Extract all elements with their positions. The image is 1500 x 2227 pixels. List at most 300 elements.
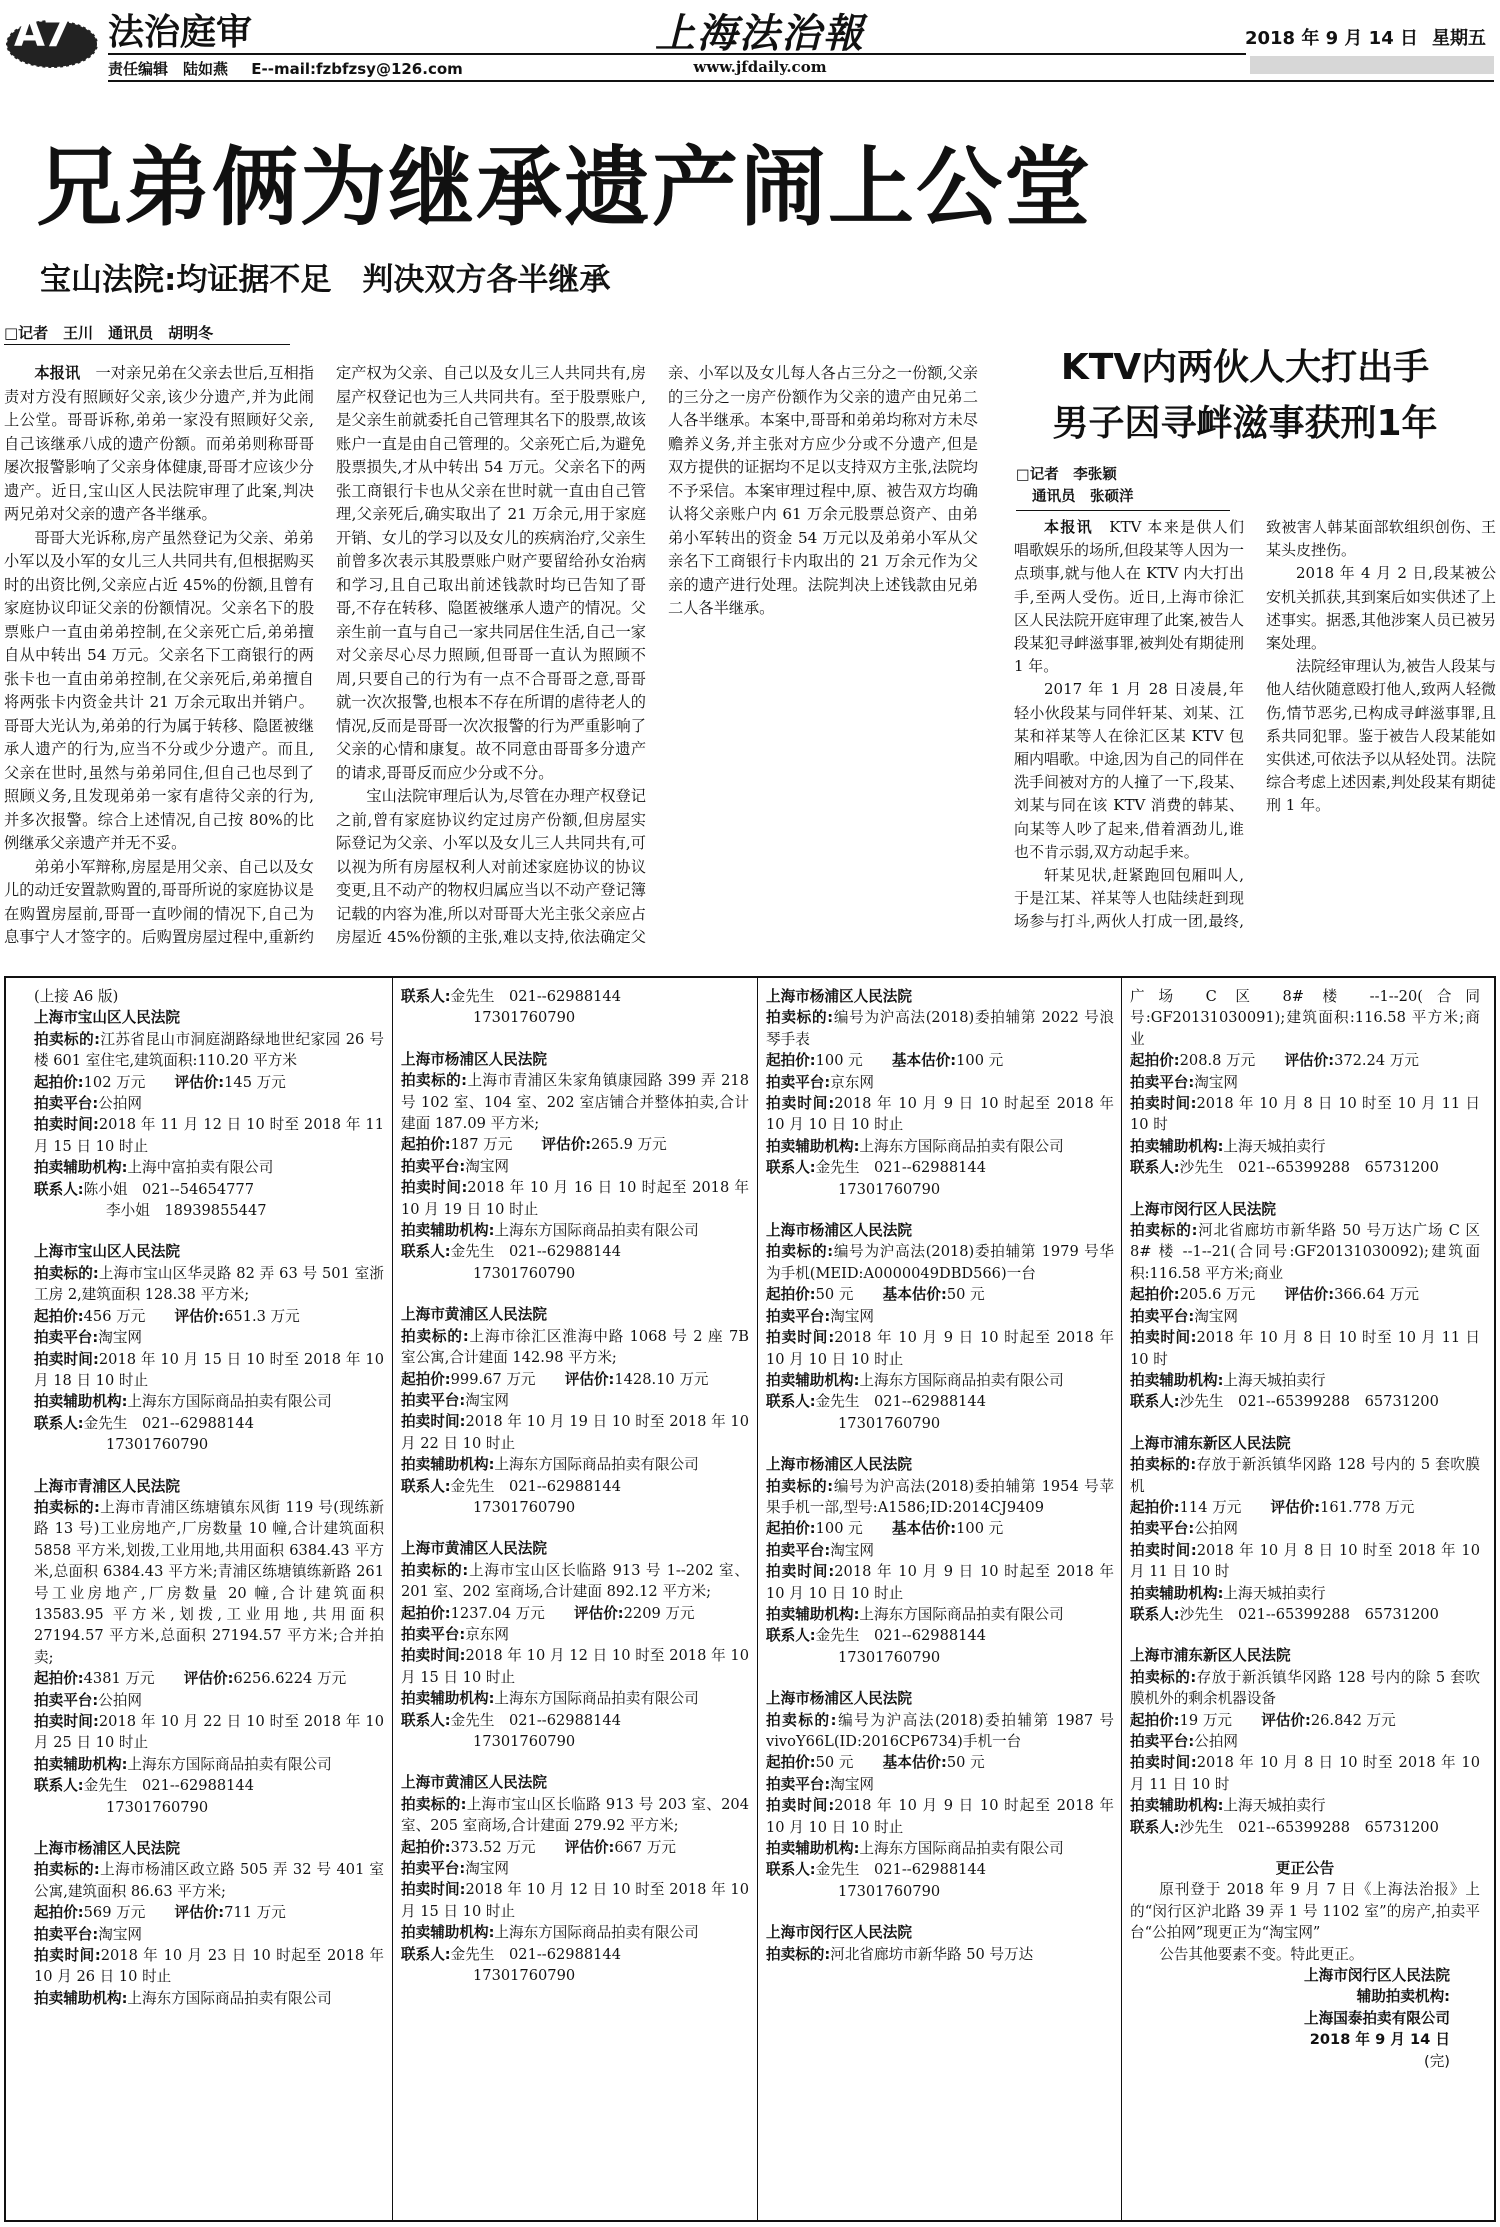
auction-notice (766, 1220, 1114, 1434)
field-label: 起拍价: (1130, 1498, 1180, 1516)
field-label: 拍卖标的: (766, 1711, 837, 1729)
field-value: 4381 万元 (83, 1670, 155, 1688)
notice-field (401, 986, 749, 1007)
correction-court: 上海市闵行区人民法院 (1304, 1967, 1450, 1985)
header-rule-bottom (108, 80, 1494, 82)
notice-field (34, 1306, 384, 1327)
notice-field (1130, 1136, 1480, 1157)
field-value: 上海天城拍卖行 (1223, 1584, 1326, 1602)
field-label: 起拍价: (401, 1136, 451, 1154)
notice-field (766, 1625, 1114, 1646)
field-label: 起拍价: (766, 1520, 816, 1538)
notice-field (1130, 1540, 1480, 1583)
field-label: 起拍价: (766, 1754, 816, 1772)
field-value: 沙先生 021--65399288 65731200 (1179, 1605, 1439, 1623)
section-title: 法治庭审 (108, 12, 253, 53)
field-label: 拍卖平台: (401, 1157, 466, 1175)
field-label: 评估价: (564, 1370, 615, 1388)
notice-column-3 (766, 986, 1114, 2214)
notice-field (34, 1902, 384, 1923)
column-divider (757, 978, 758, 2220)
field-value: 2018 年 10 月 22 日 10 时至 2018 年 10 月 25 日 10 时止 (34, 1713, 384, 1752)
field-label: 拍卖平台: (766, 1541, 831, 1559)
field-value: 2018 年 10 月 8 日 10 时至 10 月 11 日 10 时 (1130, 1095, 1480, 1134)
field-label: 拍卖时间: (34, 1947, 101, 1965)
field-value: 编号为沪高法(2018)委拍辅第 1954 号苹果手机一部,型号:A1586;ID:2014CJ9409 (766, 1477, 1114, 1516)
field-value: 2018 年 10 月 16 日 10 时起至 2018 年 10 月 19 日 10 时止 (401, 1179, 749, 1218)
notice-field (1130, 1817, 1480, 1838)
notice-field (1130, 1752, 1480, 1795)
field-value: 上海市宝山区华灵路 82 弄 63 号 501 室浙工房 2,建筑面积 128.38 平方米; (34, 1264, 384, 1304)
field-value: 上海市杨浦区政立路 505 弄 32 号 401 室公寓,建筑面积 86.63 平方米; (34, 1861, 384, 1900)
field-value: 上海东方国际商品拍卖有限公司 (127, 1755, 332, 1773)
continued-from: (上接 A6 版) (34, 988, 119, 1005)
notice-field (401, 1476, 749, 1497)
field-label: 联系人: (34, 1180, 84, 1198)
field-value: 公拍网 (1194, 1520, 1239, 1538)
notice-field (1130, 1284, 1480, 1305)
contact-phone: 17301760790 (838, 1648, 941, 1666)
field-label: 拍卖标的: (34, 1861, 100, 1879)
field-value: 2018 年 10 月 8 日 10 时至 2018 年 10 月 11 日 10 时 (1130, 1541, 1480, 1581)
field-label: 拍卖平台: (1130, 1073, 1195, 1091)
field-value: 1428.10 万元 (614, 1370, 709, 1388)
main-story-paragraph (4, 527, 314, 856)
notice-field (766, 1306, 1114, 1327)
contact-phone: 17301760790 (473, 1264, 576, 1282)
notice-field (401, 1603, 749, 1624)
notice-field (766, 1795, 1114, 1838)
field-label: 基本估价: (882, 1754, 947, 1772)
auction-notice (766, 986, 1114, 1200)
contact-phone: 17301760790 (473, 1498, 576, 1516)
notice-field (1130, 1518, 1480, 1539)
notice-field (766, 1391, 1114, 1412)
field-label: 拍卖辅助机构: (1130, 1584, 1224, 1602)
auction-notice (766, 1922, 1114, 1965)
field-value: 淘宝网 (98, 1925, 143, 1943)
paragraph-text: 弟弟小军辩称,房屋是用父亲、自己以及女儿的动迁安置款购置的,哥哥所说的家庭协议是在购置房屋前,哥哥一直吵闹的情况下,自己为息事宁人才签字的。后购置房屋过程中,重新约定产权为父亲、自己以及女儿三人共同共有,房屋产权登记也为三人共同共有。至于股票账户,是父亲生前就委托自己管理其名下的股票,故该账户一直是由自己管理的。父亲死亡后,为避免股票损失,才从中转出 54 万元。父亲名下的两张工商银行卡也从父亲在世时就一直由自己管理,父亲死后,确实取出了 21 万余元,用于家庭开销、女儿的学习以及女儿的疾病治疗,父亲生前曾多次表示其股票账户财产要留给孙女治病和学习,且自己取出前述钱款时均已告知了哥哥,不存在转移、隐匿被继承人遗产的情况。父亲生前一直与自己一家共同居住生活,自己一家对父亲尽心尽力照顾,但哥哥一直认为照顾不周,只要自己的行为有一点不合哥哥之意,哥哥就一次次报警,也根本不存在所谓的虐待老人的情况,反而是哥哥一次次报警的行为严重影响了父亲的心情和康复。故不同意由哥哥多分遗产的请求,哥哥反而应少分或不分。 (4, 364, 646, 946)
field-label: 拍卖标的: (401, 1795, 467, 1813)
field-value: 金先生 021--62988144 (83, 1777, 254, 1795)
field-label: 拍卖辅助机构: (34, 1755, 128, 1773)
field-value: 上海东方国际商品拍卖有限公司 (494, 1222, 699, 1240)
court-name: 上海市青浦区人民法院 (34, 1477, 180, 1495)
notice-field (766, 1540, 1114, 1561)
field-label: 起拍价: (1130, 1286, 1180, 1304)
field-label: 联系人: (401, 988, 451, 1005)
byline-rule (4, 344, 290, 345)
field-label: 拍卖时间: (1130, 1095, 1197, 1113)
correction-title: 更正公告 (1275, 1860, 1335, 1878)
notice-column-1 (34, 986, 384, 2214)
main-story-paragraph (4, 362, 314, 527)
notice-field (34, 1711, 384, 1754)
field-value: 上海东方国际商品拍卖有限公司 (494, 1690, 699, 1708)
issue-date-text: 2018 年 9 月 14 日 (1244, 28, 1418, 49)
field-value: 上海东方国际商品拍卖有限公司 (494, 1924, 699, 1942)
correction-agency-label: 辅助拍卖机构: (1356, 1988, 1450, 2006)
field-label: 拍卖时间: (1130, 1754, 1197, 1772)
field-label: 拍卖时间: (766, 1329, 835, 1347)
field-label: 联系人: (401, 1243, 451, 1261)
field-label: 拍卖辅助机构: (34, 1989, 128, 2007)
field-label: 拍卖平台: (766, 1775, 831, 1793)
issue-weekday: 星期五 (1432, 28, 1486, 49)
contact-phone: 17301760790 (473, 1009, 576, 1027)
field-label: 联系人: (34, 1777, 84, 1795)
field-label: 拍卖时间: (1130, 1541, 1197, 1559)
ktv-byline-correspondent: 通讯员 张硕洋 (1032, 489, 1134, 505)
field-value: 265.9 万元 (591, 1136, 667, 1154)
page-number: A7 (14, 10, 69, 56)
editor-name: 责任编辑 陆如燕 (108, 60, 229, 78)
field-label: 评估价: (1270, 1498, 1321, 1516)
notice-field (1130, 1072, 1480, 1093)
paragraph-text: 2017 年 1 月 28 日凌晨,年轻小伙段某与同伴轩某、刘某、江某和祥某等人在徐汇区某 KTV 包厢内唱歌。中途,因为自己的同伴在洗手间被对方的人撞了一下,段某、刘某与同在该 KTV 消费的韩某、向某等人吵了起来,借着酒劲儿,谁也不肯示弱,双方动起手来。 (1014, 680, 1244, 861)
field-label: 拍卖时间: (401, 1179, 468, 1197)
field-value: 372.24 万元 (1334, 1052, 1419, 1070)
field-value: 金先生 021--62988144 (450, 988, 621, 1005)
field-label: 拍卖标的: (766, 1945, 831, 1963)
ktv-paragraph (1266, 655, 1496, 817)
field-label: 拍卖标的: (1130, 1222, 1198, 1240)
auction-notice (766, 1688, 1114, 1902)
field-label: 拍卖辅助机构: (401, 1222, 495, 1240)
notice-field (1130, 1370, 1480, 1391)
correction-end: (完) (1424, 2052, 1450, 2070)
field-label: 拍卖标的: (34, 1498, 100, 1516)
field-label: 拍卖辅助机构: (1130, 1137, 1224, 1155)
field-label: 拍卖平台: (1130, 1733, 1195, 1750)
field-value: 上海东方国际商品拍卖有限公司 (859, 1605, 1064, 1623)
notice-field (401, 1688, 749, 1709)
paragraph-text: 宝山法院审理后认为,尽管在办理产权登记之前,曾有家庭协议约定过房产份额,但房屋实际登记为父亲、小军以及女儿三人共同共有,可以视为所有房屋权利人对前述家庭协议的协议变更,且不动产的物权归属应当以不动产登记簿记载的内容为准,所以对哥哥大光主张父亲应占房屋近 45%份额的主张,难以支持,依法确定父亲、小军以及女儿每人各占三分之一份额,父亲的三分之一房产份额作为父亲的遗产由兄弟二人各半继承。本案中,哥哥和弟弟均称对方未尽赡养义务,并主张对方应少分或不分遗产,但是双方提供的证据均不足以支持双方主张,法院均不予采信。本案审理过程中,原、被告双方均确认将父亲账户内 61 万余元股票总资产、由弟弟小军转出的资金 54 万元以及弟弟小军从父亲名下工商银行卡内取出的 21 万余元作为父亲的遗产进行处理。法院判决上述钱款由兄弟二人各半继承。 (336, 364, 978, 946)
field-label: 拍卖时间: (1130, 1329, 1197, 1347)
notice-field (1130, 1220, 1480, 1284)
field-label: 拍卖标的: (34, 1030, 100, 1048)
paragraph-text: 轩某见状,赶紧跑回包厢叫人,于是江某、祥某等人也陆续赶到现场参与打斗,两伙人打成一团,最终,致被害人韩某面部软组织创伤、王某头皮挫伤。 (1014, 518, 1496, 931)
contact-phone: 李小姐 18939855447 (106, 1202, 267, 1220)
notice-field (766, 1157, 1114, 1178)
field-value: 667 万元 (614, 1838, 677, 1856)
field-value: 2018 年 10 月 23 日 10 时起至 2018 年 10 月 26 日 10 时止 (34, 1947, 384, 1986)
notice-field (401, 1156, 749, 1177)
main-story-text (4, 362, 978, 954)
notice-field (34, 1775, 384, 1796)
contact-phone: 17301760790 (473, 1733, 576, 1750)
field-value: 上海市宝山区长临路 913 号 1--202 室、201 室、202 室商场,合计建面 892.12 平方米; (401, 1561, 749, 1601)
notice-field (34, 1072, 384, 1093)
field-label: 拍卖标的: (1130, 1668, 1197, 1686)
field-label: 联系人: (1130, 1393, 1180, 1411)
field-value: 2018 年 10 月 9 日 10 时起至 2018 年 10 月 10 日 10 时止 (766, 1095, 1114, 1134)
notice-field (1130, 1667, 1480, 1710)
field-value: 145 万元 (224, 1073, 286, 1091)
field-value: 陈小姐 021--54654777 (83, 1180, 254, 1198)
field-label: 拍卖标的: (401, 1561, 469, 1579)
court-name: 上海市宝山区人民法院 (34, 1243, 180, 1261)
field-value: 651.3 万元 (224, 1307, 300, 1325)
ktv-headline-line1: KTV内两伙人大打出手 (1060, 347, 1430, 388)
field-value: 淘宝网 (830, 1775, 875, 1793)
notice-field (401, 1837, 749, 1858)
field-label: 拍卖标的: (401, 1072, 467, 1090)
editor-info (108, 58, 481, 79)
notice-column-4 (1130, 986, 1480, 2214)
dateline: 本报讯 (34, 364, 81, 382)
field-value: 上海天城拍卖行 (1223, 1797, 1326, 1815)
field-value: 373.52 万元 (450, 1838, 536, 1856)
field-value: 50 元 (946, 1286, 985, 1304)
notice-field (766, 1518, 1114, 1539)
auction-notice (401, 986, 749, 1029)
notice-field (1130, 1093, 1480, 1136)
notice-field (766, 1859, 1114, 1880)
ktv-byline (1016, 464, 1134, 508)
notice-field (401, 1454, 749, 1475)
field-label: 基本估价: (891, 1520, 957, 1538)
auction-notices (4, 976, 1496, 2222)
field-label: 联系人: (401, 1477, 451, 1495)
field-value: 2018 年 10 月 12 日 10 时至 2018 年 10 月 15 日 10 时止 (401, 1881, 749, 1920)
field-label: 基本估价: (891, 1052, 957, 1070)
contact-phone: 17301760790 (106, 1798, 209, 1816)
field-label: 拍卖辅助机构: (1130, 1797, 1224, 1815)
notice-field (766, 1774, 1114, 1795)
court-name: 上海市杨浦区人民法院 (766, 988, 912, 1005)
issue-date (1231, 24, 1486, 50)
field-value: 存放于新浜镇华冈路 128 号内的除 5 套吹膜机外的剩余机器设备 (1130, 1668, 1480, 1708)
field-value: 2018 年 10 月 8 日 10 时至 2018 年 10 月 11 日 10 时 (1130, 1754, 1480, 1793)
field-label: 拍卖平台: (401, 1625, 466, 1643)
field-label: 起拍价: (1130, 1711, 1180, 1729)
field-label: 联系人: (766, 1861, 816, 1879)
field-value: 999.67 万元 (450, 1370, 536, 1388)
notice-field (34, 1029, 384, 1072)
field-value: 编号为沪高法(2018)委拍辅第 1987 号 vivoY66L(ID:2016CP6734)手机一台 (766, 1711, 1114, 1750)
notice-field (401, 1922, 749, 1943)
notice-field (34, 1945, 384, 1988)
field-label: 拍卖时间: (401, 1413, 466, 1431)
field-label: 起拍价: (401, 1838, 451, 1856)
court-name: 上海市浦东新区人民法院 (1130, 1647, 1291, 1665)
notice-field (766, 1370, 1114, 1391)
field-value: 187 万元 (450, 1136, 513, 1154)
field-label: 拍卖辅助机构: (401, 1924, 495, 1942)
field-label: 评估价: (174, 1307, 225, 1325)
field-value: 50 元 (815, 1754, 854, 1772)
notice-field (34, 1859, 384, 1902)
field-value: 金先生 021--62988144 (815, 1627, 986, 1645)
notice-field (34, 1114, 384, 1157)
field-label: 起拍价: (766, 1286, 816, 1304)
notice-field (1130, 1454, 1480, 1497)
notice-field (401, 1369, 749, 1390)
notice-field (766, 1327, 1114, 1370)
notice-field (34, 1093, 384, 1114)
field-value: 金先生 021--62988144 (83, 1414, 254, 1432)
field-value: 上海东方国际商品拍卖有限公司 (859, 1137, 1064, 1155)
notice-field (34, 1179, 384, 1200)
court-name: 上海市黄浦区人民法院 (401, 1306, 547, 1324)
field-label: 联系人: (401, 1711, 451, 1729)
field-value: 2018 年 10 月 19 日 10 时至 2018 年 10 月 22 日 10 时止 (401, 1413, 749, 1452)
notice-field (401, 1390, 749, 1411)
field-value: 公拍网 (98, 1691, 143, 1709)
court-name: 上海市杨浦区人民法院 (34, 1840, 180, 1858)
field-value: 上海市青浦区朱家角镇康园路 399 弄 218 号 102 室、104 室、202 室店铺合并整体拍卖,合计建面 187.09 平方米; (401, 1072, 749, 1133)
field-value: 208.8 万元 (1179, 1052, 1256, 1070)
notice-field (1130, 1327, 1480, 1370)
notice-field (1130, 1391, 1480, 1412)
field-label: 拍卖标的: (766, 1243, 834, 1261)
field-value: 淘宝网 (1194, 1073, 1239, 1091)
court-name: 上海市杨浦区人民法院 (401, 1050, 547, 1068)
field-label: 评估价: (574, 1604, 624, 1622)
notice-field (401, 1794, 749, 1837)
field-value: 淘宝网 (830, 1307, 875, 1325)
ktv-paragraph (1014, 516, 1244, 678)
notice-field (766, 1241, 1114, 1284)
notice-field (1130, 1497, 1480, 1518)
correction-date: 2018 年 9 月 14 日 (1309, 2031, 1450, 2049)
notice-field (34, 1988, 384, 2009)
field-label: 起拍价: (34, 1307, 84, 1325)
field-value: 上海中富拍卖有限公司 (127, 1159, 274, 1177)
field-label: 评估价: (564, 1838, 615, 1856)
field-value: 50 元 (946, 1754, 985, 1772)
court-name: 上海市黄浦区人民法院 (401, 1774, 547, 1792)
auction-notice (1130, 1645, 1480, 1838)
field-value: 河北省廊坊市新华路 50 号万达广场 C 区 8# 楼 --1--21(合同号:GF20131030092);建筑面积:116.58 平方米;商业 (1130, 1222, 1480, 1282)
main-subheadline: 宝山法院:均证据不足 判决双方各半继承 (40, 262, 611, 298)
field-value: 366.64 万元 (1334, 1286, 1419, 1304)
auction-notice (34, 1241, 384, 1455)
ktv-headline-line2: 男子因寻衅滋事获刑1年 (1052, 403, 1438, 444)
column-divider (1121, 978, 1122, 2220)
field-label: 拍卖时间: (766, 1563, 835, 1581)
notice-field (766, 1561, 1114, 1604)
court-name: 上海市杨浦区人民法院 (766, 1456, 912, 1474)
notice-field (401, 1326, 749, 1369)
field-label: 基本估价: (882, 1286, 947, 1304)
notice-field (766, 1050, 1114, 1071)
notice-field (766, 1604, 1114, 1625)
field-label: 拍卖时间: (34, 1116, 99, 1134)
field-value: 淘宝网 (830, 1541, 875, 1559)
notice-field (401, 1070, 749, 1134)
ktv-headline (1010, 340, 1480, 452)
paragraph-text: 法院经审理认为,被告人段某与他人结伙随意殴打他人,致两人轻微伤,情节恶劣,已构成寻衅滋事罪,且系共同犯罪。鉴于被告人段某能如实供述,可依法予以从轻处罚。法院综合考虑上述因素,判处段某有期徒刑 1 年。 (1266, 657, 1496, 815)
field-label: 拍卖辅助机构: (401, 1456, 495, 1474)
auction-notice (401, 1538, 749, 1752)
field-value: 金先生 021--62988144 (450, 1477, 621, 1495)
auction-notice (401, 1304, 749, 1518)
field-label: 联系人: (766, 1393, 816, 1411)
notice-column-2 (401, 986, 749, 2214)
field-label: 拍卖平台: (1130, 1520, 1195, 1538)
field-label: 联系人: (34, 1414, 84, 1432)
newspaper-logo: 上海法治報 (655, 10, 865, 57)
field-label: 联系人: (1130, 1818, 1180, 1836)
ktv-byline-reporter: □记者 李张颖 (1016, 467, 1117, 483)
notice-field (34, 1754, 384, 1775)
notice-field (1130, 1306, 1480, 1327)
notice-field (1130, 1157, 1480, 1178)
field-label: 拍卖平台: (401, 1391, 466, 1409)
field-value: 金先生 021--62988144 (450, 1945, 621, 1963)
notice-field (34, 1668, 384, 1689)
field-label: 拍卖平台: (34, 1095, 99, 1113)
field-value: 711 万元 (224, 1904, 286, 1922)
court-name: 上海市闵行区人民法院 (766, 1924, 912, 1942)
main-byline: □记者 王川 通讯员 胡明冬 (4, 324, 214, 342)
auction-notice (1130, 986, 1480, 1179)
field-value: 上海东方国际商品拍卖有限公司 (859, 1840, 1064, 1858)
contact-phone: 17301760790 (838, 1180, 941, 1198)
field-value: 沙先生 021--65399288 65731200 (1179, 1393, 1439, 1411)
field-value: 淘宝网 (1194, 1307, 1239, 1325)
paragraph-text: 哥哥大光诉称,房产虽然登记为父亲、弟弟小军以及小军的女儿三人共同共有,但根据购买时的出资比例,父亲应占近 45%的份额,且曾有家庭协议印证父亲的份额情况。父亲名下的股票账户一直由弟弟控制,在父亲死亡后,弟弟擅自从中转出 54 万元。父亲名下工商银行的两张卡也一直由弟弟控制,在父亲死后,弟弟擅自将两张卡内资金共计 21 万余元取出并销户。哥哥大光认为,弟弟的行为属于转移、隐匿被继承人遗产的行为,应当不分或少分遗产。而且,父亲在世时,虽然与弟弟同住,但自己也尽到了照顾义务,且发现弟弟一家有虐待父亲的行为,并多次报警。综合上述情况,自己按 80%的比例继承父亲遗产并无不妥。 (4, 528, 314, 852)
field-value: 编号为沪高法(2018)委拍辅第 2022 号浪琴手表 (766, 1009, 1114, 1048)
field-label: 拍卖平台: (34, 1691, 99, 1709)
field-value: 上海市青浦区练塘镇东风街 119 号(现练新路 13 号)工业房地产,厂房数量 10 幢,合计建筑面积 5858 平方米,划拨,工业用地,共用面积 6384.43 平方米,总面积 6384.43 平方米;青浦区练塘镇练新路 261 号工业房地产,厂房数量 20 幢,合计建筑面积 13583.95 平方米,划拨,工业用地,共用面积 27194.57 平方米,总面积 27194.57 平方米;合并拍卖; (34, 1498, 384, 1666)
field-label: 拍卖标的: (34, 1264, 99, 1282)
field-value: 上海东方国际商品拍卖有限公司 (127, 1393, 332, 1411)
notice-field (401, 1858, 749, 1879)
notice-field (1130, 1604, 1480, 1625)
website-url[interactable]: www.jfdaily.com (693, 58, 827, 76)
field-value: 100 元 (815, 1520, 863, 1538)
field-value: 2018 年 10 月 8 日 10 时至 10 月 11 日 10 时 (1130, 1329, 1480, 1368)
field-label: 拍卖辅助机构: (34, 1159, 128, 1177)
field-value: 161.778 万元 (1320, 1498, 1415, 1516)
auction-notice (1130, 1433, 1480, 1626)
notice-field (766, 1476, 1114, 1519)
notice-field (401, 1879, 749, 1922)
court-name: 上海市宝山区人民法院 (34, 1009, 180, 1027)
court-name: 上海市闵行区人民法院 (1130, 1200, 1276, 1218)
field-label: 评估价: (174, 1073, 225, 1091)
notice-field (401, 1944, 749, 1965)
field-label: 拍卖时间: (34, 1713, 99, 1730)
field-label: 拍卖辅助机构: (401, 1690, 495, 1708)
field-value: 569 万元 (83, 1904, 146, 1922)
correction-agency: 上海国泰拍卖有限公司 (1304, 2009, 1450, 2027)
field-value: 100 元 (956, 1052, 1004, 1070)
ktv-story-text (1014, 516, 1496, 934)
field-value: 2018 年 10 月 15 日 10 时至 2018 年 10 月 18 日 10 时止 (34, 1350, 384, 1389)
notice-field (34, 1327, 384, 1348)
field-label: 拍卖平台: (34, 1925, 99, 1943)
contact-phone: 17301760790 (106, 1436, 209, 1454)
field-label: 拍卖平台: (401, 1860, 466, 1878)
field-value: 存放于新浜镇华冈路 128 号内的 5 套吹膜机 (1130, 1456, 1480, 1495)
field-label: 拍卖平台: (766, 1307, 831, 1325)
paragraph-text: 2018 年 4 月 2 日,段某被公安机关抓获,其到案后如实供述了上述事实。据悉,其他涉案人员已被另案处理。 (1266, 564, 1496, 653)
ktv-byline-rule (1016, 510, 1230, 511)
field-value: 上海东方国际商品拍卖有限公司 (127, 1989, 332, 2007)
field-label: 拍卖辅助机构: (34, 1393, 128, 1411)
auction-notice (34, 1838, 384, 2009)
field-value: 编号为沪高法(2018)委拍辅第 1979 号华为手机(MEID:A0000049DBD566)一台 (766, 1243, 1114, 1282)
field-value: 205.6 万元 (1179, 1286, 1256, 1304)
notice-field (1130, 1583, 1480, 1604)
field-label: 拍卖标的: (1130, 1456, 1197, 1474)
auction-notice (401, 1772, 749, 1986)
field-label: 拍卖辅助机构: (1130, 1371, 1224, 1389)
